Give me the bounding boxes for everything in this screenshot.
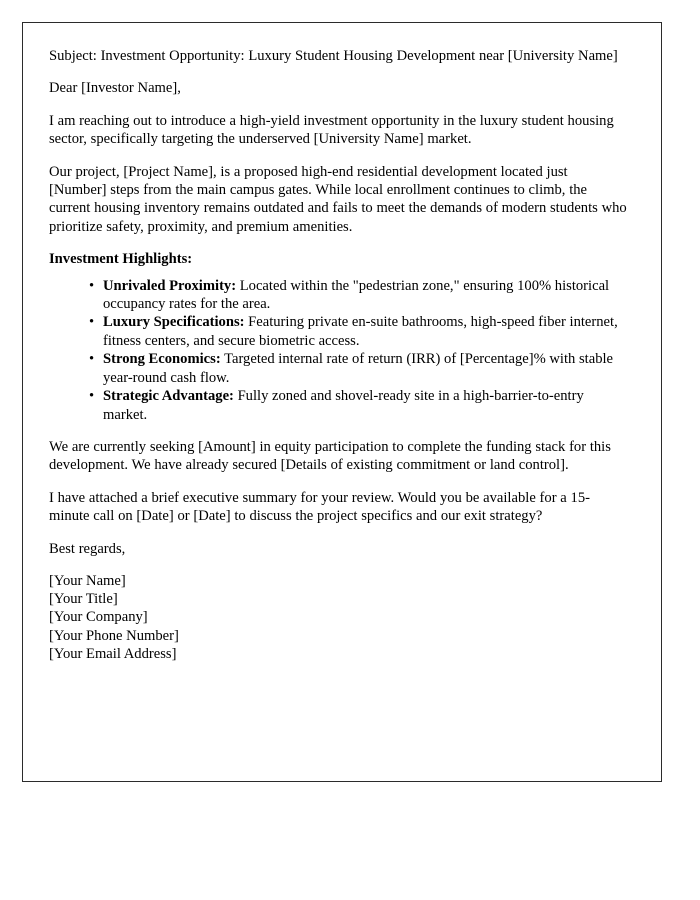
list-item <box>89 313 627 350</box>
list-item <box>89 350 627 387</box>
signature-title: [Your Title] <box>49 591 118 608</box>
letter-body <box>49 47 627 663</box>
letter-page-border <box>22 22 662 782</box>
closing-paragraph: I have attached a brief executive summary for your review. Would you be available for a 15-minute call on [Date] or [Date] to discuss the project specifics and our exit strategy? <box>49 489 590 525</box>
salutation: Dear [Investor Name], <box>49 80 181 97</box>
list-item-text: Targeted internal rate of return (IRR) of [Percentage]% with stable year-round cash flow. <box>103 351 614 386</box>
signature-name: [Your Name] <box>49 572 126 589</box>
list-item-lead: Strategic Advantage: <box>103 388 234 405</box>
intro-paragraph: I am reaching out to introduce a high-yield investment opportunity in the luxury student housing sector, specifically targeting the underserved [University Name] market. <box>49 112 614 148</box>
list-item-lead: Luxury Specifications: <box>103 314 245 331</box>
signature-block <box>49 572 627 663</box>
list-item-text: Located within the "pedestrian zone," ensuring 100% historical occupancy rates for the area. <box>103 277 610 313</box>
list-item-text: Fully zoned and shovel-ready site in a high-barrier-to-entry market. <box>103 388 584 423</box>
signature-phone: [Your Phone Number] <box>49 627 179 644</box>
subject-line: Subject: Investment Opportunity: Luxury Student Housing Development near [University Name] <box>49 48 618 64</box>
list-item-lead: Unrivaled Proximity: <box>103 277 237 294</box>
signature-email: [Your Email Address] <box>49 645 177 662</box>
investment-highlights-heading: Investment Highlights: <box>49 251 193 268</box>
list-item-text: Featuring private en-suite bathrooms, high-speed fiber internet, fitness centers, and secure biometric access. <box>103 314 618 349</box>
list-item-lead: Strong Economics: <box>103 351 221 368</box>
signature-company: [Your Company] <box>49 609 148 626</box>
project-paragraph: Our project, [Project Name], is a proposed high-end residential development located just [Number] steps from the main campus gates. While local enrollment continues to climb, the current housing inventory remains outdated and fails to meet the demands of modern students who prioritize safety, proximity, and premium amenities. <box>49 163 627 235</box>
list-item <box>89 387 627 424</box>
list-item <box>89 277 627 314</box>
sign-off: Best regards, <box>49 540 126 557</box>
investment-highlights-list <box>49 277 627 424</box>
funding-paragraph: We are currently seeking [Amount] in equity participation to complete the funding stack for this development. We have already secured [Details of existing commitment or land control]. <box>49 438 611 474</box>
